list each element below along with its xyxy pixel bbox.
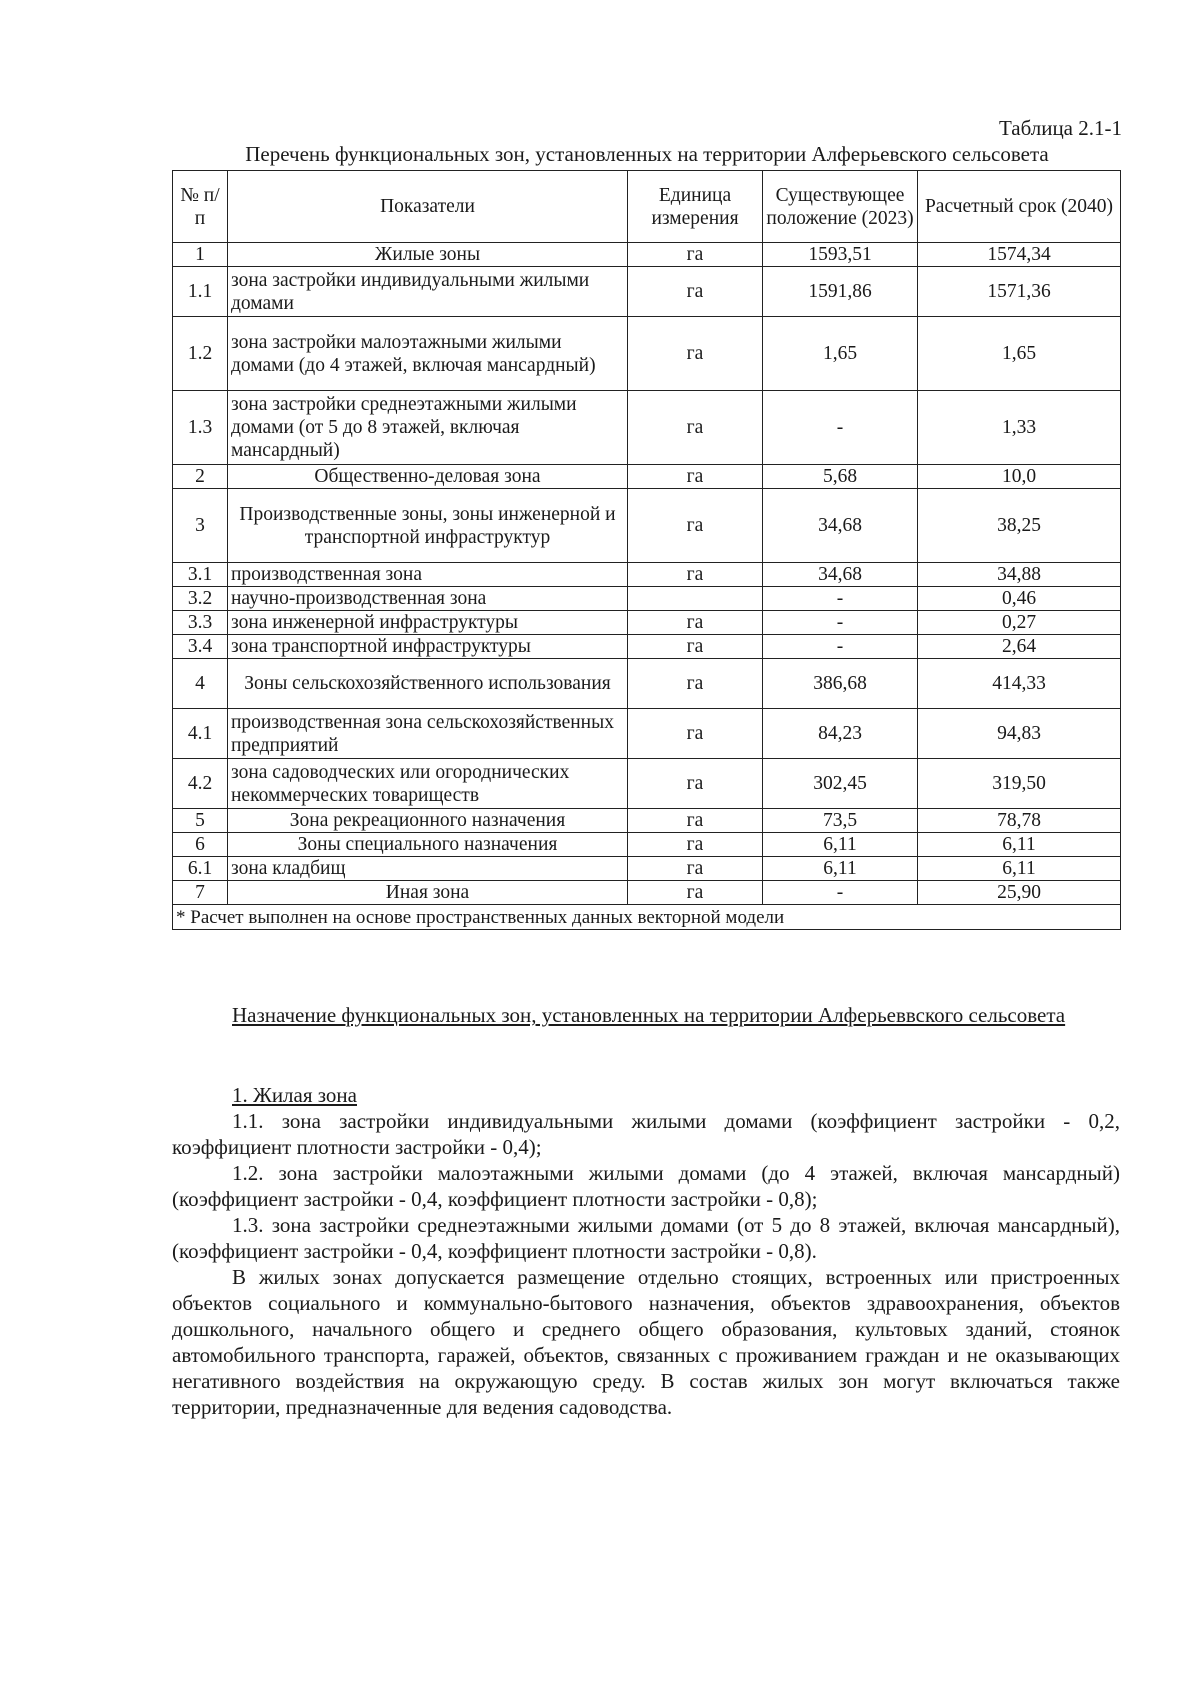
cell-unit: га <box>628 563 763 587</box>
header-unit: Единица измерения <box>628 171 763 243</box>
table-row <box>173 857 1121 881</box>
cell-num: 6.1 <box>173 857 228 881</box>
cell-target: 10,0 <box>918 465 1121 489</box>
cell-existing: 5,68 <box>763 465 918 489</box>
cell-unit: га <box>628 881 763 905</box>
subsection-title: 1. Жилая зона <box>232 1083 357 1107</box>
cell-existing: 34,68 <box>763 489 918 563</box>
table-row <box>173 587 1121 611</box>
cell-existing: - <box>763 881 918 905</box>
cell-target: 25,90 <box>918 881 1121 905</box>
functional-zones-table <box>172 170 1121 930</box>
cell-num: 4 <box>173 659 228 709</box>
cell-existing: 386,68 <box>763 659 918 709</box>
table-row <box>173 881 1121 905</box>
cell-num: 6 <box>173 833 228 857</box>
cell-target: 0,27 <box>918 611 1121 635</box>
cell-num: 4.1 <box>173 709 228 759</box>
cell-num: 4.2 <box>173 759 228 809</box>
cell-indicator: производственная зона сельскохозяйственных предприятий <box>228 709 628 759</box>
cell-indicator: Зона рекреационного назначения <box>228 809 628 833</box>
cell-existing: 302,45 <box>763 759 918 809</box>
cell-num: 2 <box>173 465 228 489</box>
cell-indicator: зона транспортной инфраструктуры <box>228 635 628 659</box>
cell-target: 94,83 <box>918 709 1121 759</box>
table-row <box>173 563 1121 587</box>
table-caption: Перечень функциональных зон, установленных на территории Алферьевского сельсовета <box>245 142 1049 166</box>
table-row <box>173 243 1121 267</box>
table-note: * Расчет выполнен на основе пространственных данных векторной модели <box>173 905 1121 930</box>
cell-num: 1 <box>173 243 228 267</box>
cell-existing: - <box>763 635 918 659</box>
cell-unit: га <box>628 465 763 489</box>
cell-indicator: Производственные зоны, зоны инженерной и транспортной инфраструктур <box>228 489 628 563</box>
cell-indicator: зона застройки малоэтажными жилыми домами (до 4 этажей, включая мансардный) <box>228 317 628 391</box>
cell-unit: га <box>628 267 763 317</box>
table-number: Таблица 2.1-1 <box>998 116 1122 140</box>
cell-indicator: производственная зона <box>228 563 628 587</box>
cell-num: 1.3 <box>173 391 228 465</box>
section-title <box>172 1002 1120 1028</box>
cell-num: 3.2 <box>173 587 228 611</box>
table-row <box>173 759 1121 809</box>
table-row <box>173 809 1121 833</box>
cell-indicator: Зоны специального назначения <box>228 833 628 857</box>
table-header-row <box>173 171 1121 243</box>
cell-indicator: зона инженерной инфраструктуры <box>228 611 628 635</box>
cell-existing: 34,68 <box>763 563 918 587</box>
cell-unit: га <box>628 611 763 635</box>
table-row <box>173 659 1121 709</box>
cell-target: 1,33 <box>918 391 1121 465</box>
cell-unit: га <box>628 833 763 857</box>
cell-num: 3.4 <box>173 635 228 659</box>
cell-target: 1,65 <box>918 317 1121 391</box>
cell-num: 3.3 <box>173 611 228 635</box>
cell-target: 38,25 <box>918 489 1121 563</box>
cell-indicator: Зоны сельскохозяйственного использования <box>228 659 628 709</box>
table-row <box>173 465 1121 489</box>
body-text <box>172 1082 1120 1420</box>
cell-existing: - <box>763 611 918 635</box>
cell-existing: - <box>763 391 918 465</box>
cell-unit <box>628 587 763 611</box>
cell-unit: га <box>628 709 763 759</box>
cell-target: 78,78 <box>918 809 1121 833</box>
cell-unit: га <box>628 809 763 833</box>
table-row <box>173 709 1121 759</box>
cell-unit: га <box>628 759 763 809</box>
cell-unit: га <box>628 243 763 267</box>
table-note-row <box>173 905 1121 930</box>
table-row <box>173 489 1121 563</box>
paragraph-1-3: 1.3. зона застройки среднеэтажными жилыми домами (от 5 до 8 этажей, включая мансардный), (коэффициент застройки - 0,4, коэффициент плотности застройки - 0,8). <box>172 1213 1120 1263</box>
cell-existing: - <box>763 587 918 611</box>
cell-target: 2,64 <box>918 635 1121 659</box>
cell-num: 7 <box>173 881 228 905</box>
cell-unit: га <box>628 857 763 881</box>
cell-existing: 6,11 <box>763 857 918 881</box>
cell-existing: 73,5 <box>763 809 918 833</box>
header-indicator: Показатели <box>228 171 628 243</box>
cell-indicator: зона кладбищ <box>228 857 628 881</box>
header-num: № п/п <box>173 171 228 243</box>
cell-indicator: зона застройки среднеэтажными жилыми домами (от 5 до 8 этажей, включая мансардный) <box>228 391 628 465</box>
cell-existing: 1591,86 <box>763 267 918 317</box>
cell-num: 5 <box>173 809 228 833</box>
cell-unit: га <box>628 489 763 563</box>
cell-target: 0,46 <box>918 587 1121 611</box>
cell-unit: га <box>628 659 763 709</box>
cell-target: 319,50 <box>918 759 1121 809</box>
cell-num: 3.1 <box>173 563 228 587</box>
cell-target: 1574,34 <box>918 243 1121 267</box>
cell-unit: га <box>628 635 763 659</box>
cell-existing: 84,23 <box>763 709 918 759</box>
table-row <box>173 611 1121 635</box>
cell-num: 1.1 <box>173 267 228 317</box>
cell-indicator: Иная зона <box>228 881 628 905</box>
table-row <box>173 635 1121 659</box>
cell-target: 414,33 <box>918 659 1121 709</box>
cell-indicator: Общественно-деловая зона <box>228 465 628 489</box>
table-row <box>173 317 1121 391</box>
cell-target: 34,88 <box>918 563 1121 587</box>
cell-unit: га <box>628 391 763 465</box>
cell-target: 1571,36 <box>918 267 1121 317</box>
table-row <box>173 267 1121 317</box>
cell-indicator: Жилые зоны <box>228 243 628 267</box>
cell-existing: 1,65 <box>763 317 918 391</box>
section-title-text: Назначение функциональных зон, установленных на территории Алферьеввского сельсовета <box>232 1003 1066 1027</box>
cell-indicator: зона застройки индивидуальными жилыми домами <box>228 267 628 317</box>
header-target: Расчетный срок (2040) <box>918 171 1121 243</box>
cell-existing: 6,11 <box>763 833 918 857</box>
paragraph-1-2: 1.2. зона застройки малоэтажными жилыми домами (до 4 этажей, включая мансардный) (коэффициент застройки - 0,4, коэффициент плотности застройки - 0,8); <box>172 1161 1120 1211</box>
cell-num: 3 <box>173 489 228 563</box>
cell-indicator: научно-производственная зона <box>228 587 628 611</box>
cell-existing: 1593,51 <box>763 243 918 267</box>
paragraph-residential-note: В жилых зонах допускается размещение отдельно стоящих, встроенных или пристроенных объектов социального и коммунально-бытового назначения, объектов здравоохранения, объектов дошкольного, начального общего и среднего общего образования, культовых зданий, стоянок автомобильного транспорта, гаражей, объектов, связанных с проживанием граждан и не оказывающих негативного воздействия на окружающую среду. В состав жилых зон могут включаться также территории, предназначенные для ведения садоводства. <box>172 1265 1120 1419</box>
table-body <box>173 243 1121 905</box>
cell-num: 1.2 <box>173 317 228 391</box>
cell-indicator: зона садоводческих или огороднических некоммерческих товариществ <box>228 759 628 809</box>
paragraph-1-1: 1.1. зона застройки индивидуальными жилыми домами (коэффициент застройки - 0,2, коэффициент плотности застройки - 0,4); <box>172 1109 1120 1159</box>
cell-unit: га <box>628 317 763 391</box>
cell-target: 6,11 <box>918 833 1121 857</box>
table-row <box>173 833 1121 857</box>
header-existing: Существующее положение (2023) <box>763 171 918 243</box>
cell-target: 6,11 <box>918 857 1121 881</box>
table-row <box>173 391 1121 465</box>
